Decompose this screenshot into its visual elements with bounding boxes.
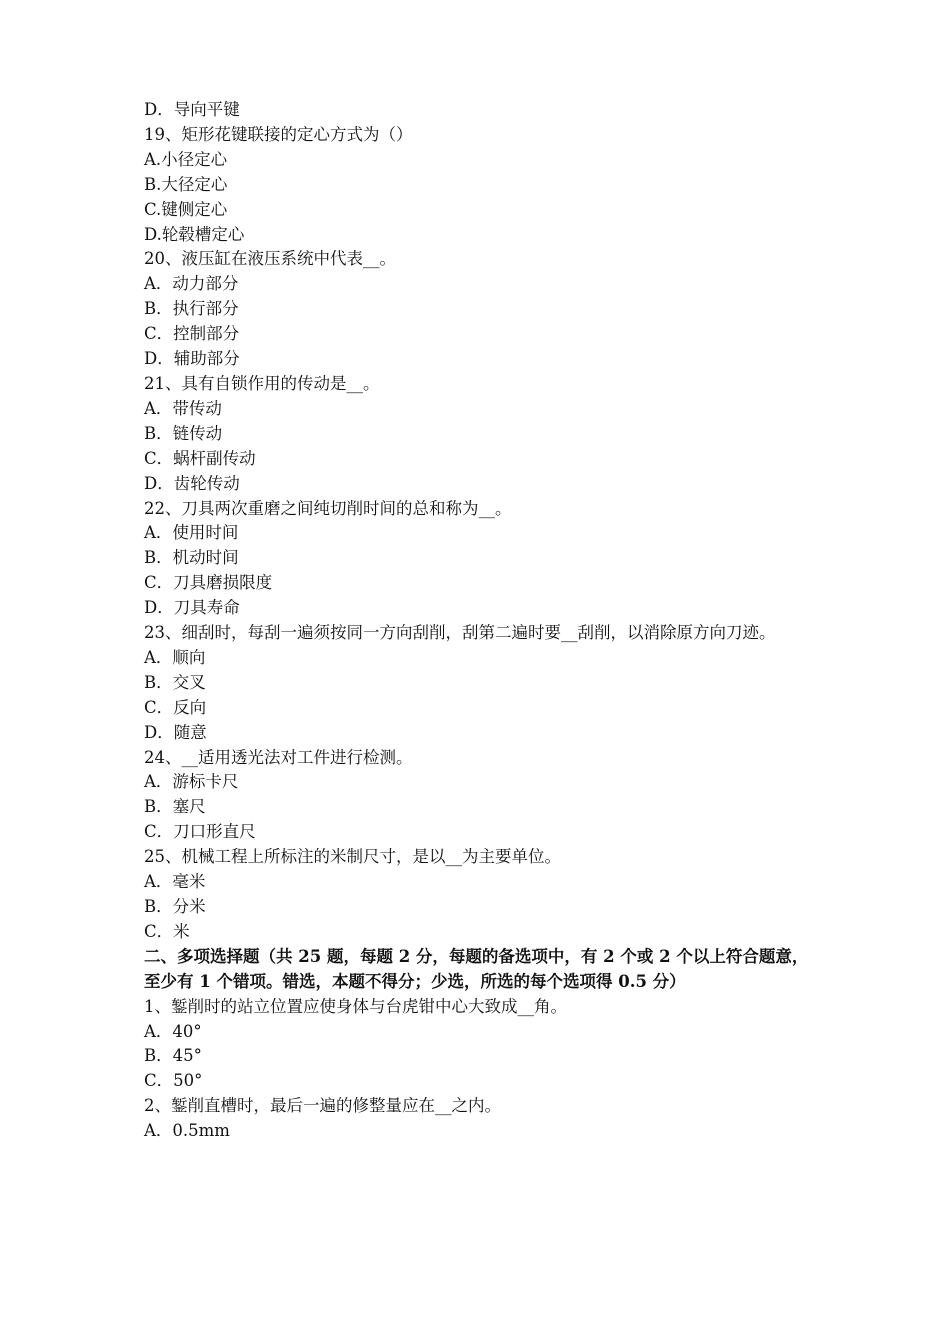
option-line: A．游标卡尺 bbox=[144, 772, 239, 792]
option-line: B．执行部分 bbox=[144, 299, 239, 319]
option-line: D．导向平键 bbox=[144, 100, 240, 119]
option-line: B．链传动 bbox=[144, 423, 223, 443]
option-line: D．齿轮传动 bbox=[144, 473, 240, 493]
option-line: B．45° bbox=[144, 1046, 202, 1066]
option-line: C．刀口形直尺 bbox=[144, 822, 256, 842]
option-line: B．机动时间 bbox=[144, 548, 239, 568]
option-line: C．米 bbox=[144, 921, 190, 941]
option-line: B．分米 bbox=[144, 897, 206, 916]
document-page bbox=[144, 98, 810, 1144]
question-line: 2、錾削直槽时，最后一遍的修整量应在__之内。 bbox=[144, 1096, 501, 1116]
question-line: 25、机械工程上所标注的米制尺寸，是以__为主要单位。 bbox=[144, 847, 561, 867]
question-line: 23、细刮时，每刮一遍须按同一方向刮削，刮第二遍时要__刮削，以消除原方向刀迹。 bbox=[144, 623, 776, 643]
question-line: 19、矩形花键联接的定心方式为（） bbox=[144, 124, 413, 144]
option-line: B．塞尺 bbox=[144, 797, 206, 817]
option-line: C．控制部分 bbox=[144, 324, 240, 344]
option-line: A．使用时间 bbox=[144, 523, 239, 543]
option-line: C．蜗杆副传动 bbox=[144, 448, 256, 468]
option-line: A．顺向 bbox=[144, 647, 206, 667]
option-line: D．刀具寿命 bbox=[144, 598, 240, 618]
option-line: D.轮毂槽定心 bbox=[144, 224, 245, 244]
option-line: C．反向 bbox=[144, 697, 207, 717]
option-line: A．0.5mm bbox=[144, 1121, 230, 1141]
option-line: A．40° bbox=[144, 1021, 202, 1041]
question-line: 24、__适用透光法对工件进行检测。 bbox=[144, 747, 413, 767]
option-line: A．动力部分 bbox=[144, 274, 239, 294]
option-line: B.大径定心 bbox=[144, 174, 228, 194]
question-line: 22、刀具两次重磨之间纯切削时间的总和称为__。 bbox=[144, 498, 512, 518]
option-line: A．带传动 bbox=[144, 398, 222, 418]
option-line: C．50° bbox=[144, 1071, 203, 1091]
option-line: C.键侧定心 bbox=[144, 199, 228, 219]
option-line: B．交叉 bbox=[144, 672, 206, 692]
option-line: A.小径定心 bbox=[144, 149, 228, 169]
option-line: D．辅助部分 bbox=[144, 349, 240, 369]
option-line: C．刀具磨损限度 bbox=[144, 573, 273, 593]
option-line: A．毫米 bbox=[144, 872, 206, 892]
section-heading: 二、多项选择题（共 25 题，每题 2 分，每题的备选项中，有 2 个或 2 个以上符合题意，至少有 1 个错项。错选，本题不得分；少选，所选的每个选项得 0.5 分） bbox=[144, 946, 809, 991]
question-line: 1、錾削时的站立位置应使身体与台虎钳中心大致成__角。 bbox=[144, 996, 567, 1016]
question-line: 21、具有自锁作用的传动是__。 bbox=[144, 373, 380, 393]
option-line: D．随意 bbox=[144, 722, 207, 742]
question-line: 20、液压缸在液压系统中代表__。 bbox=[144, 249, 396, 269]
